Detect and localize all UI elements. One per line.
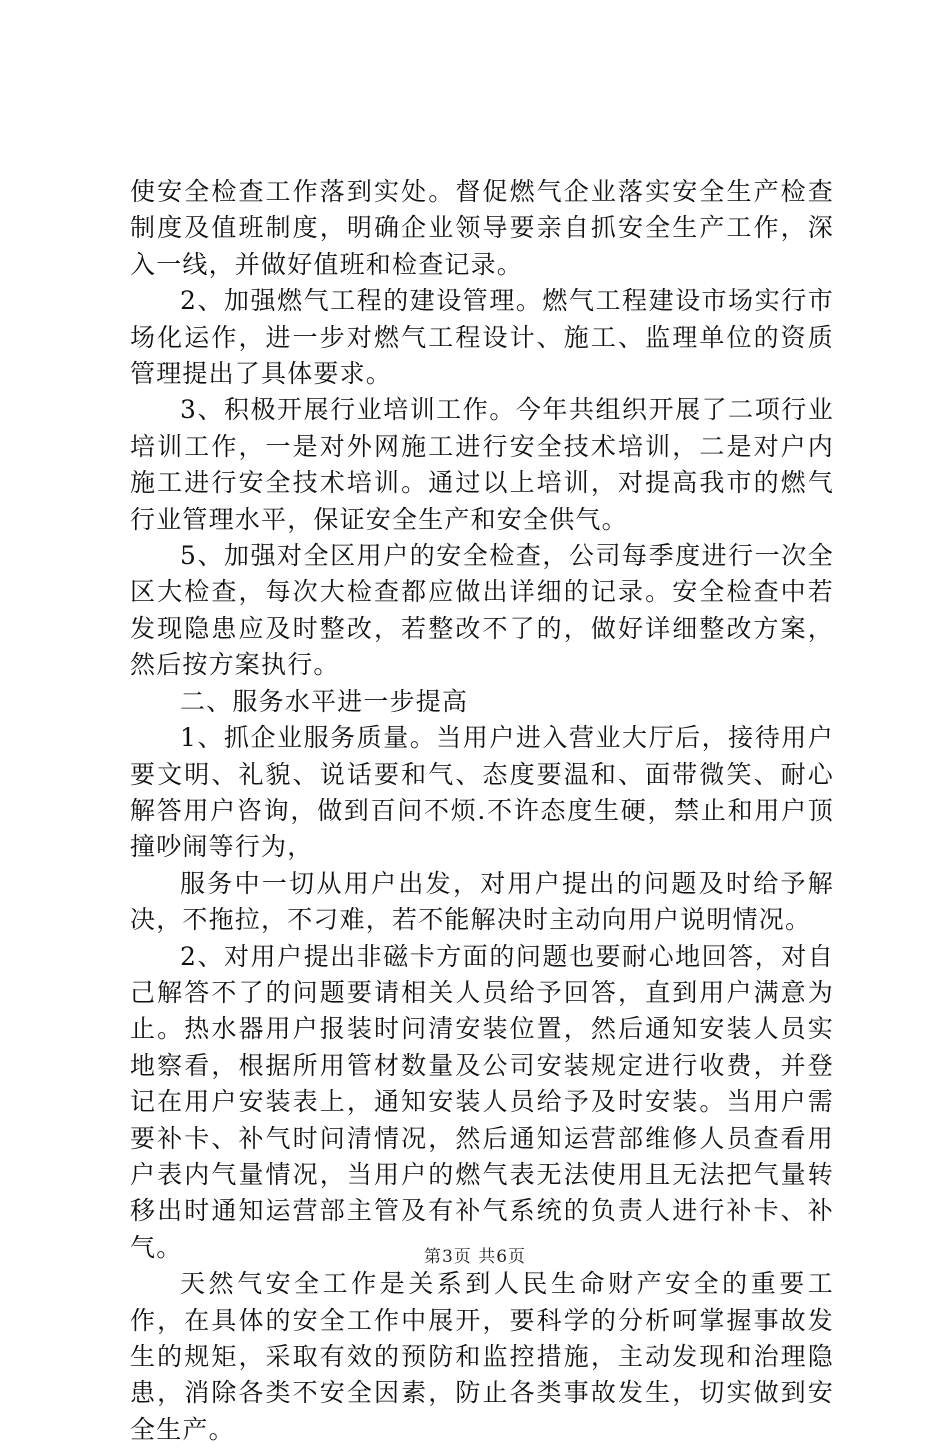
paragraph-item-3: 3、积极开展行业培训工作。今年共组织开展了二项行业培训工作，一是对外网施工进行安全技术培训，二是对户内施工进行安全技术培训。通过以上培训，对提高我市的燃气行业管理水平，保证安全生产和安全供气。: [130, 395, 834, 534]
paragraph-service-1: 1、抓企业服务质量。当用户进入营业大厅后，接待用户要文明、礼貌、说话要和气、态度要温和、面带微笑、耐心解答用户咨询，做到百问不烦.不许态度生硬，禁止和用户顶撞吵闹等行为，: [130, 723, 834, 862]
paragraph-conclusion: 天然气安全工作是关系到人民生命财产安全的重要工作，在具体的安全工作中展开，要科学的分析呵掌握事故发生的规矩，采取有效的预防和监控措施，主动发现和治理隐患，消除各类不安全因素，防止各类事故发生，切实做到安全生产。: [130, 1269, 834, 1444]
paragraph-service-note: 服务中一切从用户出发，对用户提出的问题及时给予解决，不拖拉，不刁难，若不能解决时主动向用户说明情况。: [130, 868, 834, 935]
section-heading: 二、服务水平进一步提高: [180, 686, 469, 716]
paragraph-item-5: 5、加强对全区用户的安全检查，公司每季度进行一次全区大检查，每次大检查都应做出详细的记录。安全检查中若发现隐患应及时整改，若整改不了的，做好详细整改方案，然后按方案执行。: [130, 541, 834, 680]
page-number-footer: 第3页 共6页: [423, 1247, 527, 1267]
paragraph-continuation: 使安全检查工作落到实处。督促燃气企业落实安全生产检查制度及值班制度，明确企业领导要亲自抓安全生产工作，深入一线，并做好值班和检查记录。: [130, 177, 834, 279]
paragraph-service-2: 2、对用户提出非磁卡方面的问题也要耐心地回答，对自己解答不了的问题要请相关人员给予回答，直到用户满意为止。热水器用户报装时问清安装位置，然后通知安装人员实地察看，根据所用管材数量及公司安装规定进行收费，并登记在用户安装表上，通知安装人员给予及时安装。当用户需要补卡、补气时问清情况，然后通知运营部维修人员查看用户表内气量情况，当用户的燃气表无法使用且无法把气量转移出时通知运营部主管及有补气系统的负责人进行补卡、补气。: [130, 941, 834, 1262]
paragraph-item-2: 2、加强燃气工程的建设管理。燃气工程建设市场实行市场化运作，进一步对燃气工程设计、施工、监理单位的资质管理提出了具体要求。: [130, 286, 834, 389]
